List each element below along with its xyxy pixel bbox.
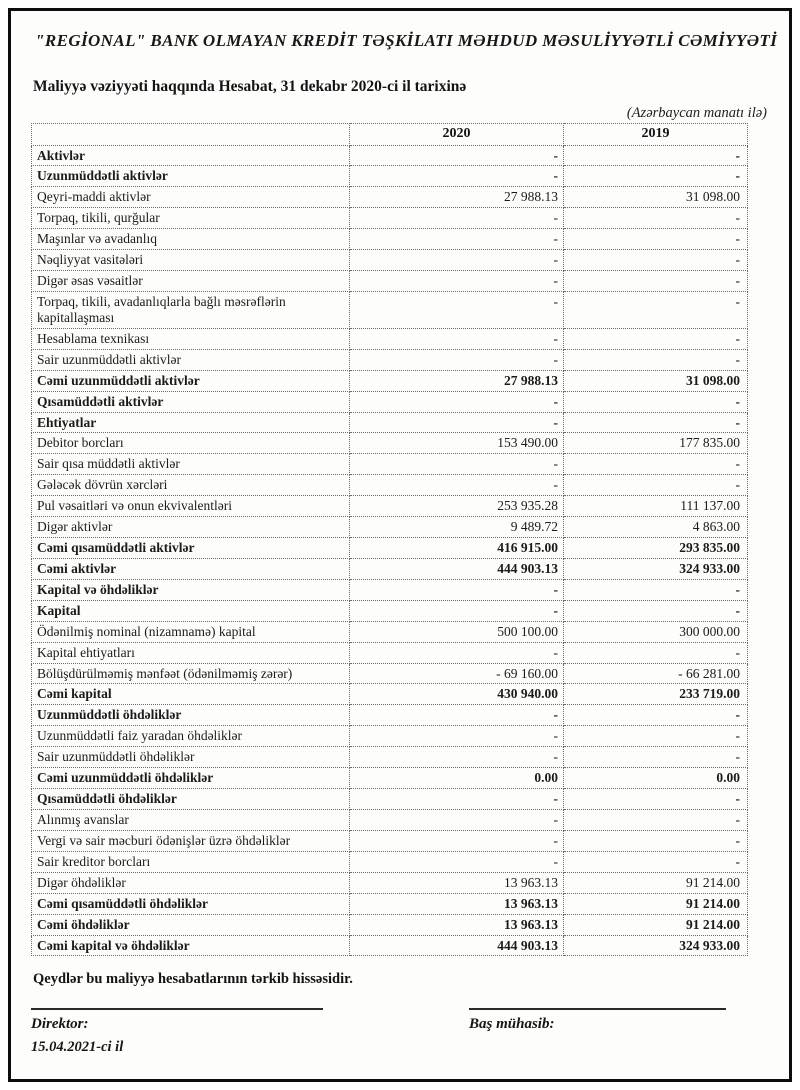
table-row: [32, 872, 748, 893]
value-2019: -: [564, 328, 748, 349]
director-signature-line: [31, 1008, 323, 1010]
value-2019: 300 000.00: [564, 621, 748, 642]
value-2020: -: [350, 349, 564, 370]
value-2020: -: [350, 789, 564, 810]
table-row: [32, 726, 748, 747]
table-row: [32, 250, 748, 271]
table-row: [32, 517, 748, 538]
value-2019: -: [564, 705, 748, 726]
value-2020: 444 903.13: [350, 558, 564, 579]
table-row: [32, 349, 748, 370]
row-label: Uzunmüddətli aktivlər: [32, 166, 350, 187]
value-2019: 324 933.00: [564, 935, 748, 956]
value-2019: 91 214.00: [564, 872, 748, 893]
value-2019: 293 835.00: [564, 538, 748, 559]
row-label: Cəmi uzunmüddətli öhdəliklər: [32, 768, 350, 789]
report-title: Maliyyə vəziyyəti haqqında Hesabat, 31 dekabr 2020-ci il tarixinə: [33, 78, 467, 95]
table-row: [32, 558, 748, 579]
company-title: "REGİONAL" BANK OLMAYAN KREDİT TƏŞKİLATI MƏHDUD MƏSULİYYƏTLİ CƏMİYYƏTİ: [35, 31, 778, 50]
table-row: [32, 684, 748, 705]
value-2019: -: [564, 250, 748, 271]
row-label: Sair uzunmüddətli öhdəliklər: [32, 747, 350, 768]
value-2019: -: [564, 475, 748, 496]
table-row: [32, 538, 748, 559]
row-label: Hesablama texnikası: [32, 328, 350, 349]
value-2019: 31 098.00: [564, 187, 748, 208]
table-row: [32, 893, 748, 914]
value-2019: -: [564, 810, 748, 831]
value-2019: 91 214.00: [564, 893, 748, 914]
director-signature-block: [31, 1008, 323, 1056]
row-label: Qısamüddətli aktivlər: [32, 391, 350, 412]
row-label: Cəmi qısamüddətli aktivlər: [32, 538, 350, 559]
table-row: [32, 621, 748, 642]
value-2020: 253 935.28: [350, 496, 564, 517]
row-label: Gələcək dövrün xərcləri: [32, 475, 350, 496]
row-label: Uzunmüddətli faiz yaradan öhdəliklər: [32, 726, 350, 747]
table-row: [32, 208, 748, 229]
value-2019: -: [564, 579, 748, 600]
value-2020: -: [350, 454, 564, 475]
value-2019: -: [564, 229, 748, 250]
value-2020: -: [350, 412, 564, 433]
row-label: Kapital və öhdəliklər: [32, 579, 350, 600]
chief-accountant-signature-block: [469, 1008, 726, 1033]
value-2020: 430 940.00: [350, 684, 564, 705]
notes-footnote: Qeydlər bu maliyyə hesabatlarının tərkib hissəsidir.: [33, 971, 353, 988]
row-label: Cəmi kapital və öhdəliklər: [32, 935, 350, 956]
table-row: [32, 187, 748, 208]
table-row: [32, 475, 748, 496]
row-label: Cəmi kapital: [32, 684, 350, 705]
value-2019: -: [564, 391, 748, 412]
value-2020: 153 490.00: [350, 433, 564, 454]
row-label: Torpaq, tikili, qurğular: [32, 208, 350, 229]
row-label: Nəqliyyat vasitələri: [32, 250, 350, 271]
row-label: Sair kreditor borcları: [32, 851, 350, 872]
value-2019: 31 098.00: [564, 370, 748, 391]
value-2020: 9 489.72: [350, 517, 564, 538]
value-2019: -: [564, 208, 748, 229]
value-2020: -: [350, 391, 564, 412]
value-2020: -: [350, 291, 564, 328]
balance-sheet-table: [31, 123, 748, 956]
value-2019: -: [564, 726, 748, 747]
value-2020: -: [350, 579, 564, 600]
value-2020: - 69 160.00: [350, 663, 564, 684]
value-2019: -: [564, 166, 748, 187]
row-label: Cəmi qısamüddətli öhdəliklər: [32, 893, 350, 914]
value-2020: 13 963.13: [350, 872, 564, 893]
value-2020: 444 903.13: [350, 935, 564, 956]
row-label: Uzunmüddətli öhdəliklər: [32, 705, 350, 726]
row-label: Cəmi öhdəliklər: [32, 914, 350, 935]
table-row: [32, 229, 748, 250]
value-2020: 13 963.13: [350, 914, 564, 935]
table-row: [32, 747, 748, 768]
row-label: Kapital: [32, 600, 350, 621]
table-row: [32, 433, 748, 454]
row-label: Kapital ehtiyatları: [32, 642, 350, 663]
row-label: Cəmi aktivlər: [32, 558, 350, 579]
table-row: [32, 291, 748, 328]
value-2020: -: [350, 208, 564, 229]
value-2019: 91 214.00: [564, 914, 748, 935]
row-label: Bölüşdürülməmiş mənfəət (ödənilməmiş zərər): [32, 663, 350, 684]
value-2019: -: [564, 747, 748, 768]
row-label: Vergi və sair məcburi ödənişlər üzrə öhdəliklər: [32, 830, 350, 851]
value-2020: -: [350, 166, 564, 187]
value-2019: - 66 281.00: [564, 663, 748, 684]
row-label: Alınmış avanslar: [32, 810, 350, 831]
row-label: Torpaq, tikili, avadanlıqlarla bağlı məsrəflərin kapitallaşması: [32, 291, 350, 328]
chief-accountant-label: Baş mühasib:: [469, 1016, 555, 1032]
header-row: [32, 124, 748, 146]
row-label: Digər öhdəliklər: [32, 872, 350, 893]
row-label: Ehtiyatlar: [32, 412, 350, 433]
row-label: Aktivlər: [32, 145, 350, 166]
value-2019: -: [564, 291, 748, 328]
value-2019: -: [564, 600, 748, 621]
table-row: [32, 328, 748, 349]
value-2019: -: [564, 454, 748, 475]
value-2020: -: [350, 475, 564, 496]
value-2020: 13 963.13: [350, 893, 564, 914]
row-label: Debitor borcları: [32, 433, 350, 454]
column-header-2020: 2020: [350, 124, 564, 146]
page-border: [8, 8, 792, 1082]
table-row: [32, 810, 748, 831]
director-label: Direktor:: [31, 1016, 89, 1032]
value-2020: -: [350, 851, 564, 872]
value-2019: -: [564, 851, 748, 872]
value-2019: 0.00: [564, 768, 748, 789]
signature-section: [21, 1008, 779, 1056]
currency-note: (Azərbaycan manatı ilə): [626, 105, 767, 121]
value-2019: 324 933.00: [564, 558, 748, 579]
value-2019: -: [564, 412, 748, 433]
value-2020: -: [350, 642, 564, 663]
table-row: [32, 370, 748, 391]
row-label: Digər aktivlər: [32, 517, 350, 538]
row-label: Qısamüddətli öhdəliklər: [32, 789, 350, 810]
table-header: [32, 124, 748, 146]
table-row: [32, 412, 748, 433]
row-label: Qeyri-maddi aktivlər: [32, 187, 350, 208]
table-row: [32, 768, 748, 789]
table-row: [32, 642, 748, 663]
table-row: [32, 914, 748, 935]
value-2019: -: [564, 349, 748, 370]
table-row: [32, 496, 748, 517]
table-row: [32, 789, 748, 810]
row-label: Maşınlar və avadanlıq: [32, 229, 350, 250]
value-2019: -: [564, 789, 748, 810]
header-label-cell: [32, 124, 350, 146]
table-row: [32, 271, 748, 292]
value-2019: 4 863.00: [564, 517, 748, 538]
row-label: Sair uzunmüddətli aktivlər: [32, 349, 350, 370]
value-2020: 0.00: [350, 768, 564, 789]
value-2020: -: [350, 747, 564, 768]
table-row: [32, 830, 748, 851]
value-2020: 27 988.13: [350, 187, 564, 208]
value-2019: -: [564, 830, 748, 851]
row-label: Digər əsas vəsaitlər: [32, 271, 350, 292]
value-2019: -: [564, 271, 748, 292]
table-row: [32, 391, 748, 412]
chief-accountant-signature-line: [469, 1008, 726, 1010]
value-2020: -: [350, 250, 564, 271]
row-label: Cəmi uzunmüddətli aktivlər: [32, 370, 350, 391]
value-2020: 500 100.00: [350, 621, 564, 642]
table-row: [32, 935, 748, 956]
value-2020: -: [350, 600, 564, 621]
value-2020: 416 915.00: [350, 538, 564, 559]
value-2019: -: [564, 642, 748, 663]
row-label: Ödənilmiş nominal (nizamnamə) kapital: [32, 621, 350, 642]
value-2020: -: [350, 328, 564, 349]
table-row: [32, 705, 748, 726]
column-header-2019: 2019: [564, 124, 748, 146]
value-2020: -: [350, 145, 564, 166]
table-row: [32, 851, 748, 872]
table-row: [32, 600, 748, 621]
table-row: [32, 579, 748, 600]
row-label: Sair qısa müddətli aktivlər: [32, 454, 350, 475]
value-2019: 177 835.00: [564, 433, 748, 454]
value-2020: -: [350, 810, 564, 831]
table-row: [32, 663, 748, 684]
table-row: [32, 166, 748, 187]
value-2020: -: [350, 830, 564, 851]
table-row: [32, 145, 748, 166]
value-2020: -: [350, 229, 564, 250]
balance-table-body: [32, 145, 748, 956]
value-2020: 27 988.13: [350, 370, 564, 391]
value-2020: -: [350, 271, 564, 292]
value-2020: -: [350, 726, 564, 747]
value-2020: -: [350, 705, 564, 726]
value-2019: 233 719.00: [564, 684, 748, 705]
value-2019: 111 137.00: [564, 496, 748, 517]
report-date: 15.04.2021-ci il: [31, 1039, 124, 1055]
row-label: Pul vəsaitləri və onun ekvivalentləri: [32, 496, 350, 517]
table-row: [32, 454, 748, 475]
value-2019: -: [564, 145, 748, 166]
